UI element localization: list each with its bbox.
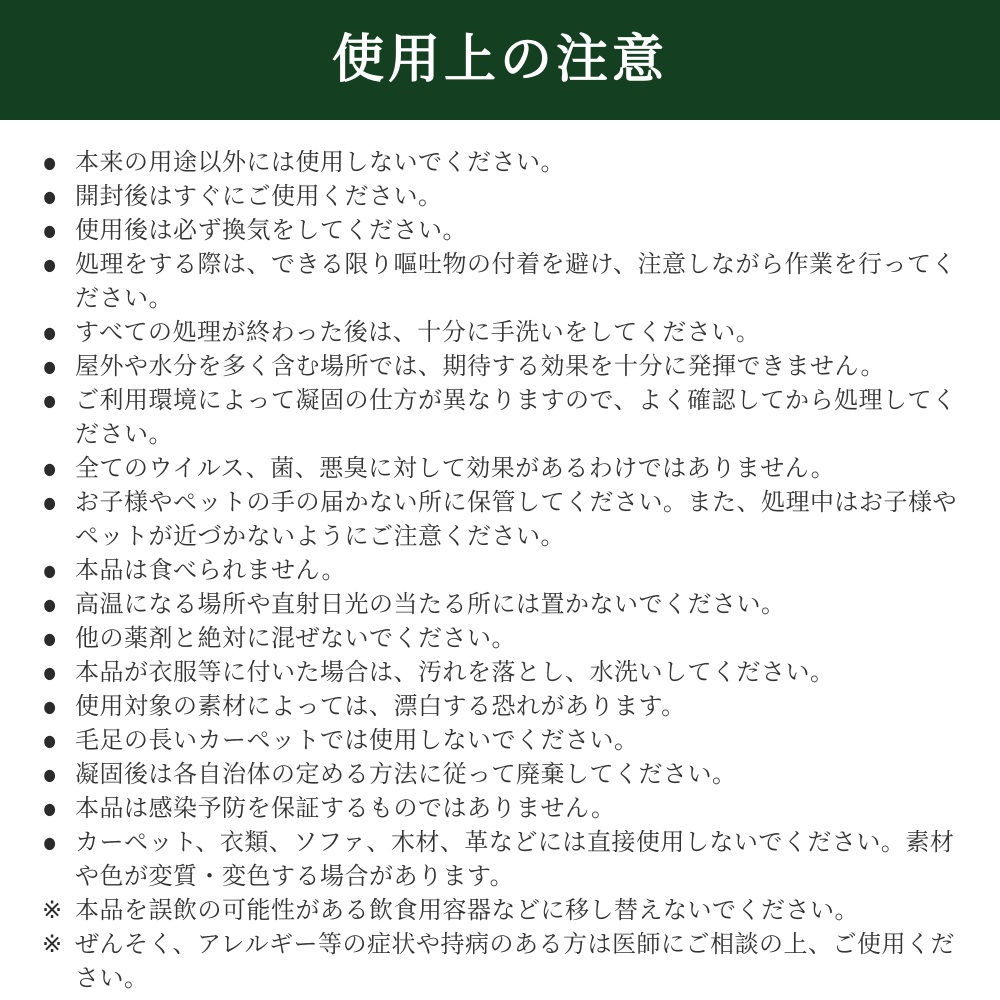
reference-mark-icon: ※	[42, 931, 63, 958]
notice-text: 全てのウイルス、菌、悪臭に対して効果があるわけではありません。	[75, 455, 836, 482]
bullet-icon: ●	[42, 384, 58, 417]
bullet-icon: ●	[42, 758, 58, 791]
notice-list	[0, 120, 1000, 996]
header	[0, 0, 1000, 120]
notice-text: 本品は感染予防を保証するものではありません。	[75, 795, 616, 822]
notice-text: ぜんそく、アレルギー等の症状や持病のある方は医師にご相談の上、ご使用ください。	[75, 931, 955, 992]
notice-item	[42, 350, 962, 384]
bullet-icon: ●	[42, 486, 58, 519]
notice-item	[42, 656, 962, 690]
bullet-icon: ●	[42, 146, 58, 179]
notice-text: 使用後は必ず換気をしてください。	[75, 217, 467, 244]
notice-item	[42, 180, 962, 214]
bullet-icon: ●	[42, 622, 58, 655]
notice-item	[42, 690, 962, 724]
notice-item	[42, 758, 962, 792]
notice-item	[42, 554, 962, 588]
notice-text: 開封後はすぐにご使用ください。	[75, 183, 443, 210]
notice-item	[42, 894, 962, 928]
notice-item	[42, 928, 962, 996]
notice-item	[42, 384, 962, 452]
reference-mark-icon: ※	[42, 897, 63, 924]
notice-item	[42, 826, 962, 894]
notice-text: 凝固後は各自治体の定める方法に従って廃棄してください。	[75, 761, 737, 788]
notice-item	[42, 214, 962, 248]
notice-item	[42, 248, 962, 316]
bullet-icon: ●	[42, 826, 58, 859]
bullet-icon: ●	[42, 588, 58, 621]
notice-text: 他の薬剤と絶対に混ぜないでください。	[75, 625, 516, 652]
notice-text: 本品は食べられません。	[75, 557, 346, 584]
bullet-icon: ●	[42, 350, 58, 383]
notice-item	[42, 316, 962, 350]
notice-text: 本品が衣服等に付いた場合は、汚れを落とし、水洗いしてください。	[75, 659, 835, 686]
notice-text: 本品を誤飲の可能性がある飲食用容器などに移し替えないでください。	[75, 897, 859, 924]
notice-text: 屋外や水分を多く含む場所では、期待する効果を十分に発揮できません。	[75, 353, 885, 380]
notice-text: 本来の用途以外には使用しないでください。	[75, 149, 565, 176]
bullet-icon: ●	[42, 452, 58, 485]
bullet-icon: ●	[42, 248, 58, 281]
notice-text: すべての処理が終わった後は、十分に手洗いをしてください。	[75, 319, 761, 346]
bullet-icon: ●	[42, 656, 58, 689]
notice-text: 毛足の長いカーペットでは使用しないでください。	[75, 727, 639, 754]
bullet-icon: ●	[42, 690, 58, 723]
bullet-icon: ●	[42, 180, 58, 213]
notice-item	[42, 146, 962, 180]
notice-text: 使用対象の素材によっては、漂白する恐れがあります。	[75, 693, 686, 720]
notice-text: 処理をする際は、できる限り嘔吐物の付着を避け、注意しながら作業を行ってください。	[75, 251, 957, 312]
bullet-icon: ●	[42, 792, 58, 825]
notice-item	[42, 622, 962, 656]
notice-item	[42, 588, 962, 622]
notice-text: カーペット、衣類、ソファ、木材、革などには直接使用しないでください。素材や色が変質・変色する場合があります。	[75, 829, 955, 890]
notice-text: 高温になる場所や直射日光の当たる所には置かないでください。	[75, 591, 786, 618]
notice-item	[42, 792, 962, 826]
notice-text: お子様やペットの手の届かない所に保管してください。また、処理中はお子様やペットが近づかないようにご注意ください。	[75, 489, 957, 550]
bullet-icon: ●	[42, 724, 58, 757]
bullet-icon: ●	[42, 316, 58, 349]
bullet-icon: ●	[42, 554, 58, 587]
notice-text: ご利用環境によって凝固の仕方が異なりますので、よく確認してから処理してください。	[75, 387, 957, 448]
notice-item	[42, 486, 962, 554]
bullet-icon: ●	[42, 214, 58, 247]
notice-item	[42, 724, 962, 758]
notice-item	[42, 452, 962, 486]
page-title: 使用上の注意	[331, 31, 668, 89]
